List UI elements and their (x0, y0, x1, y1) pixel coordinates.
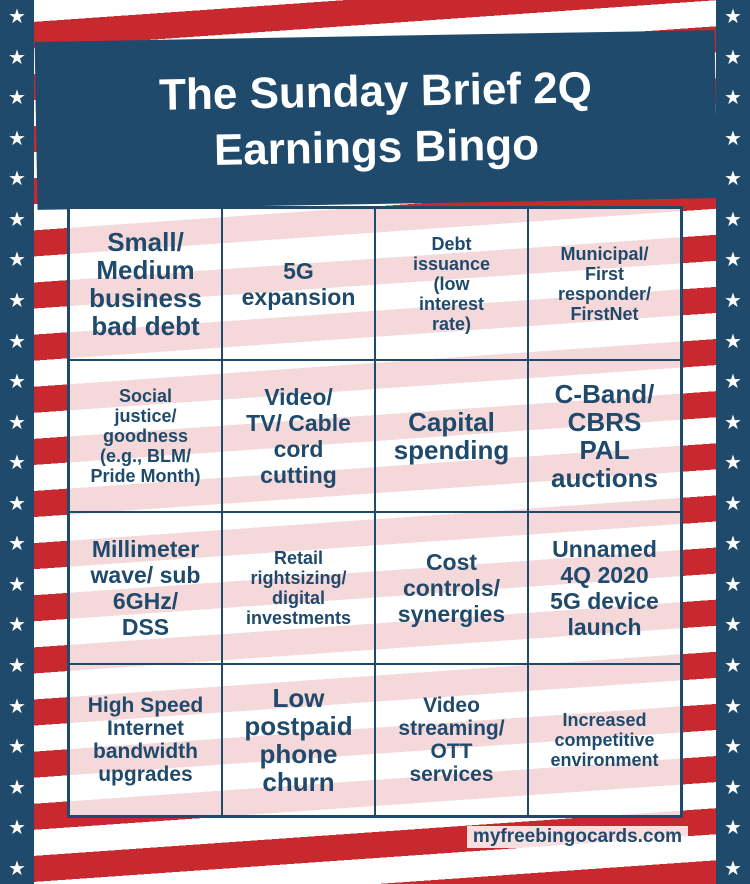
bingo-cell[interactable] (528, 512, 681, 664)
bingo-cell[interactable] (69, 360, 222, 512)
right-star-rail (716, 0, 750, 884)
star-icon: ★ (8, 734, 26, 759)
title-banner (35, 30, 718, 210)
bingo-cell-label: Increased competitive environment (550, 710, 659, 770)
star-icon: ★ (8, 125, 26, 150)
bingo-cell[interactable] (69, 512, 222, 664)
bingo-cell-label: Small/ Medium business bad debt (89, 227, 202, 341)
star-icon: ★ (724, 815, 742, 840)
star-icon: ★ (8, 287, 26, 312)
star-icon: ★ (8, 693, 26, 718)
bingo-cell-label: C-Band/ CBRS PAL auctions (551, 379, 658, 493)
bingo-cell[interactable] (528, 664, 681, 816)
star-icon: ★ (724, 409, 742, 434)
star-icon: ★ (724, 693, 742, 718)
star-icon: ★ (724, 734, 742, 759)
bingo-cell[interactable] (69, 664, 222, 816)
star-icon: ★ (8, 328, 26, 353)
bingo-cell-label: Video/ TV/ Cable cord cutting (246, 384, 351, 488)
star-icon: ★ (724, 531, 742, 556)
star-icon: ★ (724, 490, 742, 515)
star-icon: ★ (724, 166, 742, 191)
bingo-cell[interactable] (375, 512, 528, 664)
star-icon: ★ (8, 166, 26, 191)
left-star-rail (0, 0, 34, 884)
star-icon: ★ (724, 85, 742, 110)
bingo-cell[interactable] (222, 512, 375, 664)
star-icon: ★ (8, 409, 26, 434)
bingo-cell[interactable] (69, 208, 222, 360)
star-icon: ★ (724, 571, 742, 596)
star-icon: ★ (724, 287, 742, 312)
bingo-cell-label: Unnamed 4Q 2020 5G device launch (550, 536, 659, 640)
bingo-cell-label: Video streaming/ OTT services (398, 694, 505, 786)
star-icon: ★ (724, 4, 742, 28)
bingo-cell-label: Social justice/ goodness (e.g., BLM/ Pride Month) (90, 386, 201, 486)
star-icon: ★ (8, 653, 26, 677)
page-title-line-2: Earnings Bingo (213, 120, 540, 175)
bingo-cell-label: Municipal/ First responder/ FirstNet (557, 244, 652, 324)
star-icon: ★ (724, 328, 742, 353)
star-icon: ★ (8, 369, 26, 394)
bingo-cell[interactable] (375, 664, 528, 816)
footer-credit: myfreebingocards.com (467, 826, 688, 848)
star-icon: ★ (8, 612, 26, 637)
bingo-grid (67, 206, 683, 818)
bingo-cell[interactable] (375, 360, 528, 512)
bingo-cell[interactable] (222, 360, 375, 512)
star-icon: ★ (8, 774, 26, 799)
star-icon: ★ (724, 247, 742, 272)
bingo-cell-label: Debt issuance (low interest rate) (412, 234, 491, 334)
star-icon: ★ (8, 490, 26, 515)
bingo-cell[interactable] (528, 208, 681, 360)
bingo-cell-label: 5G expansion (241, 258, 356, 310)
star-icon: ★ (724, 450, 742, 475)
bingo-cell[interactable] (528, 360, 681, 512)
bingo-cell[interactable] (375, 208, 528, 360)
bingo-cell-label: High Speed Internet bandwidth upgrades (87, 694, 204, 786)
bingo-cell-label: Capital spending (393, 407, 510, 465)
star-icon: ★ (724, 612, 742, 637)
star-icon: ★ (8, 206, 26, 231)
star-icon: ★ (724, 774, 742, 799)
star-icon: ★ (8, 4, 26, 28)
bingo-cell[interactable] (222, 208, 375, 360)
star-icon: ★ (724, 653, 742, 677)
star-icon: ★ (8, 44, 26, 69)
bingo-cell-label: Low postpaid phone churn (244, 683, 353, 797)
star-icon: ★ (724, 206, 742, 231)
star-icon: ★ (8, 85, 26, 110)
star-icon: ★ (8, 247, 26, 272)
bingo-cell-label: Cost controls/ synergies (397, 549, 506, 627)
bingo-cell[interactable] (222, 664, 375, 816)
bingo-cell-label: Millimeter wave/ sub 6GHz/ DSS (90, 536, 201, 640)
page-title-line-1: The Sunday Brief 2Q (158, 63, 593, 120)
bingo-cell-label: Retail rightsizing/ digital investments (245, 548, 352, 628)
star-icon: ★ (8, 531, 26, 556)
star-icon: ★ (8, 855, 26, 880)
star-icon: ★ (724, 125, 742, 150)
star-icon: ★ (8, 450, 26, 475)
star-icon: ★ (724, 44, 742, 69)
star-icon: ★ (8, 571, 26, 596)
star-icon: ★ (724, 855, 742, 880)
star-icon: ★ (8, 815, 26, 840)
star-icon: ★ (724, 369, 742, 394)
